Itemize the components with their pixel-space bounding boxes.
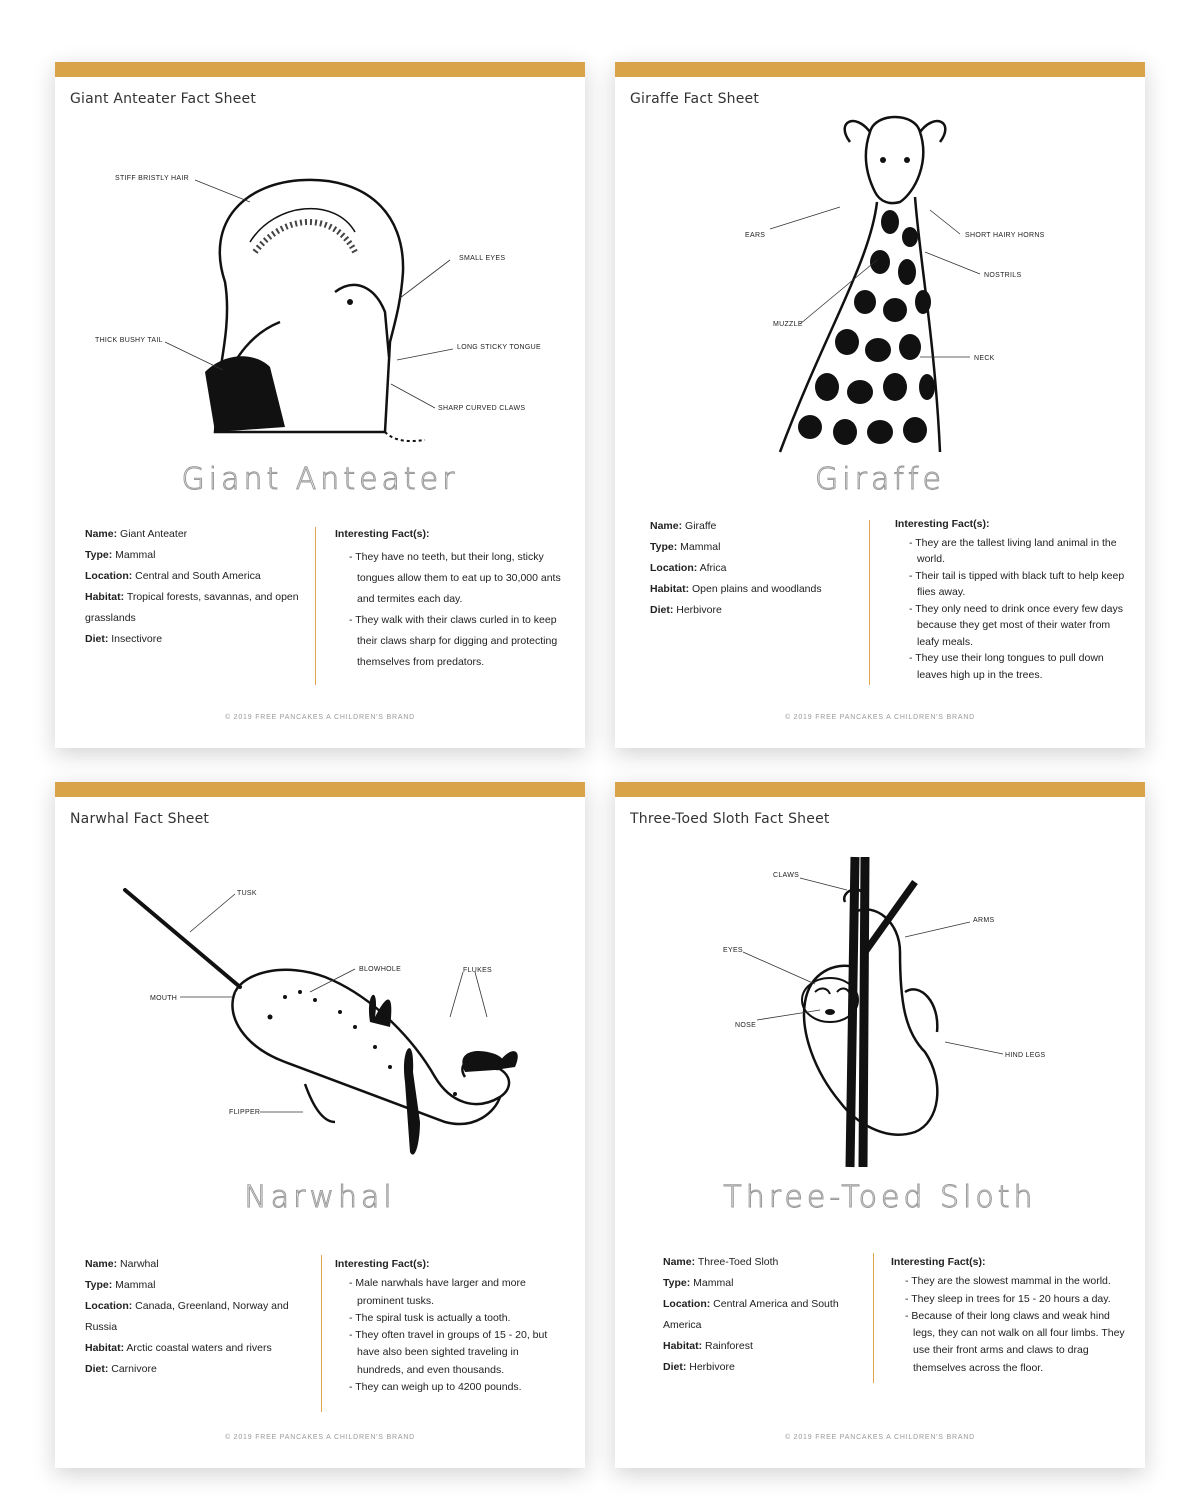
list-item: - The spiral tusk is actually a tooth. xyxy=(349,1311,511,1324)
sheet-header-bar xyxy=(615,62,1145,77)
label-muzzle: MUZZLE xyxy=(773,321,803,328)
list-item: - Male narwhals have larger and more prominent tusks. xyxy=(349,1277,526,1307)
fact-row: Habitat: Tropical forests, savannas, and open grasslands xyxy=(85,591,299,624)
interesting-facts xyxy=(891,1254,1129,1377)
list-item: - They walk with their claws curled in to keep their claws sharp for digging and protecting themselves from predators. xyxy=(349,614,558,668)
label-blowhole: BLOWHOLE xyxy=(359,966,402,973)
interesting-facts-heading: Interesting Fact(s): xyxy=(335,1258,430,1270)
basic-facts xyxy=(663,1252,868,1378)
label-eyes: EYES xyxy=(723,947,743,954)
label-nose: NOSE xyxy=(735,1022,757,1029)
column-divider xyxy=(321,1255,322,1412)
label-tusk: TUSK xyxy=(237,890,257,897)
sheet-header-bar xyxy=(55,782,585,797)
tracing-word: Narwhal xyxy=(244,1180,396,1215)
fact-sheet-giant-anteater xyxy=(55,62,585,748)
label-small-eyes: SMALL EYES xyxy=(459,255,506,262)
fact-row: Name: Giant Anteater xyxy=(85,528,188,540)
fact-row: Habitat: Arctic coastal waters and rivers xyxy=(85,1342,272,1354)
list-item: - They are the tallest living land animal in the world. xyxy=(909,536,1117,565)
label-flipper: FLIPPER xyxy=(229,1109,261,1116)
label-ears: EARS xyxy=(745,232,766,239)
interesting-facts-heading: Interesting Fact(s): xyxy=(335,528,430,540)
giraffe-illustration xyxy=(615,102,1145,462)
fact-row: Location: Africa xyxy=(650,562,727,574)
tracing-word: Giant Anteater xyxy=(181,462,459,497)
fact-row: Name: Giraffe xyxy=(650,520,717,532)
copyright-footer: © 2019 FREE PANCAKES A CHILDREN'S BRAND xyxy=(224,714,416,721)
list-item: - They have no teeth, but their long, sticky tongues allow them to eat up to 30,000 ants and termites each day. xyxy=(349,551,561,605)
label-nostrils: NOSTRILS xyxy=(984,272,1022,279)
label-stiff-bristly-hair: STIFF BRISTLY HAIR xyxy=(115,175,189,182)
label-neck: NECK xyxy=(974,355,995,362)
copyright-footer: © 2019 FREE PANCAKES A CHILDREN'S BRAND xyxy=(784,714,976,721)
fact-row: Habitat: Rainforest xyxy=(663,1340,753,1352)
sheet-title: Three-Toed Sloth Fact Sheet xyxy=(630,811,830,827)
list-item: - Because of their long claws and weak hind legs, they can not walk on all four limbs. They use their front arms and claws to drag themselves across the floor. xyxy=(905,1309,1125,1374)
fact-row: Diet: Herbivore xyxy=(650,604,722,616)
fact-row: Name: Three-Toed Sloth xyxy=(663,1256,779,1268)
label-short-hairy-horns: SHORT HAIRY HORNS xyxy=(965,232,1045,239)
sheet-title: Giraffe Fact Sheet xyxy=(630,91,760,107)
list-item: - They are the slowest mammal in the world. xyxy=(905,1275,1111,1288)
fact-row: Diet: Insectivore xyxy=(85,633,163,645)
label-thick-bushy-tail: THICK BUSHY TAIL xyxy=(95,337,163,344)
narwhal-illustration xyxy=(55,822,585,1182)
fact-row: Location: Canada, Greenland, Norway and Russia xyxy=(85,1300,289,1333)
list-item: - Their tail is tipped with black tuft to help keep flies away. xyxy=(909,569,1125,598)
label-claws: CLAWS xyxy=(773,872,800,879)
label-flukes: FLUKES xyxy=(463,967,493,974)
label-mouth: MOUTH xyxy=(150,995,178,1002)
fact-row: Type: Mammal xyxy=(85,549,156,561)
interesting-facts xyxy=(895,516,1125,683)
sheet-title: Narwhal Fact Sheet xyxy=(70,811,210,827)
list-item: - They use their long tongues to pull down leaves high up in the trees. xyxy=(909,652,1104,681)
interesting-facts xyxy=(335,524,565,673)
sheet-header-bar xyxy=(55,62,585,77)
sheet-title: Giant Anteater Fact Sheet xyxy=(70,91,257,107)
label-long-sticky-tongue: LONG STICKY TONGUE xyxy=(457,344,541,351)
column-divider xyxy=(315,527,316,685)
fact-row: Location: Central and South America xyxy=(85,570,261,582)
list-item: - They often travel in groups of 15 - 20, but have also been sighted traveling in hundreds, and even thousands. xyxy=(349,1329,548,1376)
interesting-facts-heading: Interesting Fact(s): xyxy=(891,1256,986,1268)
list-item: - They sleep in trees for 15 - 20 hours a day. xyxy=(905,1292,1111,1305)
column-divider xyxy=(873,1253,874,1383)
basic-facts xyxy=(85,1254,315,1380)
fact-row: Habitat: Open plains and woodlands xyxy=(650,583,822,595)
basic-facts xyxy=(650,516,880,621)
fact-row: Diet: Carnivore xyxy=(85,1363,157,1375)
interesting-facts xyxy=(335,1256,565,1396)
fact-row: Type: Mammal xyxy=(85,1279,156,1291)
fact-row: Diet: Herbivore xyxy=(663,1361,735,1373)
fact-row: Location: Central America and South America xyxy=(663,1298,839,1331)
column-divider xyxy=(869,520,870,685)
fact-sheet-three-toed-sloth xyxy=(615,782,1145,1468)
three-toed-sloth-illustration xyxy=(615,822,1145,1182)
label-hind-legs: HIND LEGS xyxy=(1005,1052,1046,1059)
label-sharp-curved-claws: SHARP CURVED CLAWS xyxy=(438,405,526,412)
fact-row: Type: Mammal xyxy=(650,541,721,553)
tracing-word: Three-Toed Sloth xyxy=(723,1180,1037,1215)
interesting-facts-heading: Interesting Fact(s): xyxy=(895,518,990,530)
fact-sheet-narwhal xyxy=(55,782,585,1468)
list-item: - They can weigh up to 4200 pounds. xyxy=(349,1381,522,1394)
list-item: - They only need to drink once every few days because they get most of their water from leafy meals. xyxy=(909,602,1124,648)
label-arms: ARMS xyxy=(973,917,995,924)
fact-sheet-giraffe xyxy=(615,62,1145,748)
basic-facts xyxy=(85,524,315,650)
copyright-footer: © 2019 FREE PANCAKES A CHILDREN'S BRAND xyxy=(224,1434,416,1441)
fact-row: Name: Narwhal xyxy=(85,1258,159,1270)
copyright-footer: © 2019 FREE PANCAKES A CHILDREN'S BRAND xyxy=(784,1434,976,1441)
sheet-header-bar xyxy=(615,782,1145,797)
giant-anteater-illustration xyxy=(55,102,585,462)
tracing-word: Giraffe xyxy=(815,462,945,497)
fact-row: Type: Mammal xyxy=(663,1277,734,1289)
